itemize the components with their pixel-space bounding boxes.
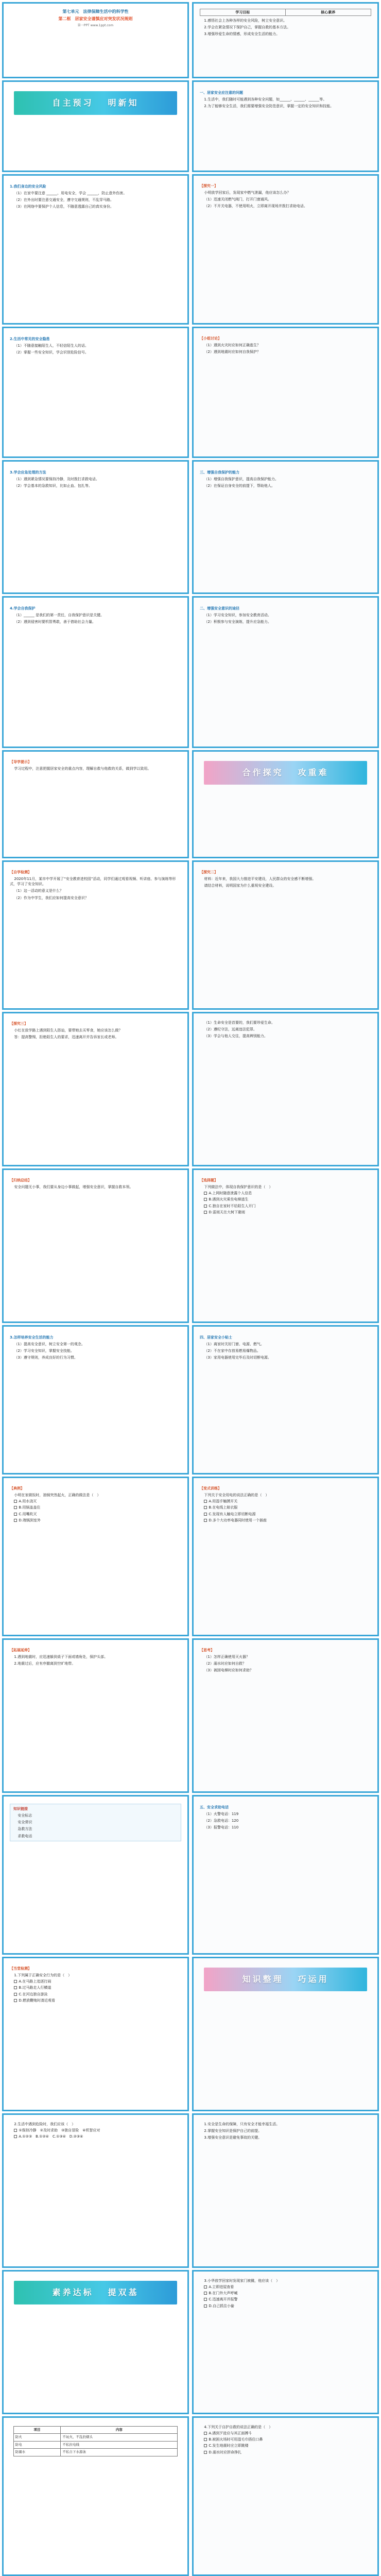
knowledge-box-row: 安全标志 [18, 1814, 32, 1818]
option-text: B.用锅盖盖住 [19, 1505, 41, 1510]
table-cell: 不私自下水游泳 [61, 2449, 178, 2456]
option-text: C.发现有人触电立即切断电源 [209, 1512, 256, 1516]
slide-row [2, 1477, 379, 1636]
section-banner [204, 761, 367, 785]
answer-option[interactable] [200, 2297, 371, 2302]
answer-option[interactable] [10, 2134, 181, 2139]
option-text: A.用湿手触摸开关 [209, 1499, 238, 1504]
paragraph: （1）增强自我保护意识，提高自我保护能力。 [204, 477, 279, 482]
answer-option[interactable] [200, 1210, 371, 1215]
table-row [13, 2441, 178, 2448]
objective-line: 2.学会在紧急情况下保护自己，掌握自救的基本方法。 [204, 25, 291, 30]
option-checkbox[interactable] [14, 1500, 17, 1503]
slide-left [2, 1957, 189, 2111]
paragraph: （3）学会与他人交往，提高辨别能力。 [204, 1034, 268, 1039]
paragraph: （1）遇到紧急情况要保持冷静，及时拨打求救电话。 [14, 477, 99, 482]
option-checkbox[interactable] [204, 2298, 207, 2301]
paragraph: （2）在外出时要注意交通安全，遵守交通规则，不乱穿马路。 [14, 198, 114, 202]
knowledge-box-title: 知识链接 [13, 1807, 28, 1811]
option-text: C.发生地震时应立即跳楼 [209, 2444, 249, 2448]
section-heading: 1.我们身边的安全风险 [10, 184, 46, 189]
option-checkbox[interactable] [204, 2451, 207, 2454]
option-checkbox[interactable] [204, 2292, 207, 2295]
paragraph: 3.增强安全意识是避免事故的关键。 [204, 2136, 262, 2140]
banner-text: 知识整理 [242, 1974, 284, 1985]
option-text: A.①②③ B.①②④ C.①③④ D.②③④ [19, 2134, 83, 2139]
slide-row [2, 1012, 379, 1166]
section-banner [14, 91, 177, 115]
knowledge-box-row: 急救方法 [18, 1827, 32, 1832]
paragraph: 请结合材料，说明国家为什么重视安全建设。 [204, 884, 276, 888]
knowledge-box-row: 安全常识 [18, 1820, 32, 1825]
option-checkbox[interactable] [14, 1513, 17, 1516]
site-label: 第一PPT www.1ppt.com [77, 24, 114, 28]
slide-right [192, 2, 379, 78]
summary-table [13, 2426, 178, 2456]
answer-option[interactable] [200, 1191, 371, 1196]
paragraph: （2）溺水时应如何自救？ [204, 1662, 246, 1666]
slide-right [192, 1325, 379, 1475]
paragraph: 安全问题无小事，我们要从身边小事做起，增强安全意识，掌握自救本领。 [14, 1185, 133, 1190]
option-text: B.在门外大声呼喊 [209, 2291, 238, 2296]
slide-right [192, 327, 379, 458]
slide-left [2, 1477, 189, 1636]
question-text: 1.下列属于正确安全行为的是（ ） [14, 1973, 72, 1978]
section-heading: 3.怎样培养安全生活的能力 [10, 1335, 54, 1340]
objective-line: 3.增强珍爱生命的情感，形成安全生活的能力。 [204, 32, 280, 37]
exercise-tag: 【小组讨论】 [200, 336, 221, 341]
table-header-row [13, 2427, 178, 2434]
slide-right [192, 1477, 379, 1636]
banner-text: 明新知 [108, 98, 139, 108]
option-text: ①保持冷静 ②及时求助 ③独自冒险 ④机智应对 [19, 2128, 100, 2133]
banner-text: 合作探究 [242, 768, 284, 778]
knowledge-box-row: 求救电话 [18, 1834, 32, 1838]
section-heading: 3.学会应急处理的方法 [10, 470, 46, 474]
literacy-col: 核心素养 [321, 10, 336, 14]
paragraph: （1）迅速关闭燃气阀门，打开门窗通风。 [204, 197, 271, 202]
option-text: D.雷雨天在大树下避雨 [209, 1210, 246, 1214]
paragraph: 2.为了能够安全生活，我们需要增强安全防范意识，掌握一定的安全知识和技能。 [204, 104, 334, 109]
slide-grid [2, 2, 379, 2576]
option-text: B.遇到火灾乘坐电梯逃生 [209, 1197, 249, 1202]
slide-row [2, 750, 379, 858]
option-checkbox[interactable] [14, 1993, 17, 1996]
paragraph: 材料：近年来，我国大力推进平安建设，人民群众的安全感不断增强。 [204, 877, 316, 882]
option-text: A.在马路上追逐打闹 [19, 1979, 51, 1984]
slide-left [2, 174, 189, 325]
answer-option[interactable] [200, 2450, 371, 2455]
paragraph: 1.遇到地震时，应迅速躲到桌子下面或墙角处，保护头部。 [14, 1655, 108, 1659]
paragraph: （2）积极参与安全演练，提升应急能力。 [204, 620, 271, 624]
option-checkbox[interactable] [204, 2432, 207, 2435]
option-text: C.用嘴吹灭 [19, 1512, 37, 1516]
answer-option[interactable] [10, 1979, 181, 1984]
paragraph: （1）不随意接触陌生人，不轻信陌生人的话。 [14, 344, 89, 348]
question-text: 2.生活中遇到危险时，我们应该（ ） [14, 2122, 76, 2126]
slide-row [2, 2416, 379, 2576]
answer-option[interactable] [10, 1985, 181, 1990]
slide-right [192, 1957, 379, 2111]
paragraph: （2）急救电话：120 [204, 1819, 239, 1823]
paragraph: （2）不在家中存放易燃易爆物品。 [204, 1349, 261, 1353]
table-cell: 不玩火，不乱扔烟头 [61, 2434, 178, 2441]
option-checkbox[interactable] [204, 1513, 207, 1516]
slide-right [192, 174, 379, 325]
answer-option[interactable] [10, 1499, 181, 1504]
option-checkbox[interactable] [14, 1999, 17, 2002]
paragraph: （3）在网络中要保护个人信息，不随意透露自己的真实身份。 [14, 205, 114, 209]
paragraph: （3）家用电器使用完毕后及时切断电源。 [204, 1355, 271, 1360]
paragraph: 小红在放学路上遇到陌生人搭讪，要带她去买零食，她应该怎么做？ [14, 1028, 123, 1033]
option-checkbox[interactable] [14, 1986, 17, 1989]
slide-left [2, 1168, 189, 1323]
option-checkbox[interactable] [14, 2129, 17, 2132]
option-text: B.在电线上晾衣服 [209, 1505, 238, 1510]
paragraph: （2）学习安全知识，掌握安全技能。 [14, 1349, 74, 1353]
answer-option[interactable] [200, 2443, 371, 2448]
banner-text: 提双基 [108, 2287, 139, 2298]
question-text: 下列关于安全用电的说法正确的是（ ） [204, 1493, 269, 1498]
banner-text: 自主预习 [52, 98, 94, 108]
option-text: B.被困火场时可用湿毛巾捂住口鼻 [209, 2437, 263, 2442]
answer-option[interactable] [200, 2437, 371, 2442]
exercise-tag: 【导学提示】 [10, 760, 31, 764]
option-checkbox[interactable] [204, 2285, 207, 2289]
paragraph: 2020年11月，某市中学开展了“安全教育进校园”活动，同学们通过观看视频、听讲座、参与演练等形式，学习了安全知识。 [10, 877, 176, 887]
option-text: D.燃放鞭炮时凑近观看 [19, 1998, 56, 2003]
objectives-header [200, 9, 371, 16]
slide-right [192, 750, 379, 858]
answer-option[interactable] [200, 1505, 371, 1510]
answer-option[interactable] [200, 1499, 371, 1504]
option-checkbox[interactable] [204, 1211, 207, 1214]
option-text: C.迅速离开并报警 [209, 2297, 238, 2302]
slide-row [2, 460, 379, 594]
slide-left [2, 2270, 189, 2414]
table-header: 项目 [13, 2427, 61, 2434]
paragraph: （1）提高安全意识，树立安全第一的观念。 [14, 1342, 85, 1347]
slide-row [2, 1325, 379, 1475]
option-checkbox[interactable] [204, 2438, 207, 2441]
option-checkbox[interactable] [204, 1192, 207, 1195]
exercise-tag: 【自学检测】 [10, 870, 31, 874]
exercise-tag: 【探究二】 [200, 870, 218, 874]
paragraph: （1）______ 是我们的第一责任，自我保护意识是关键。 [14, 613, 105, 618]
option-checkbox[interactable] [204, 1506, 207, 1509]
paragraph: （3）被困电梯时应如何求助？ [204, 1668, 253, 1673]
exercise-tag: 【探究一】 [200, 184, 218, 188]
slide-right [192, 1795, 379, 1955]
answer-option[interactable] [200, 2431, 371, 2436]
slide-row [2, 860, 379, 1010]
slide-row [2, 174, 379, 325]
objectives-col: 学习目标 [200, 9, 286, 15]
paragraph: （1）这一活动的意义是什么？ [14, 889, 63, 893]
slide-left [2, 1638, 189, 1793]
paragraph: （3）遵守规则，养成良好的行为习惯。 [14, 1355, 78, 1360]
section-heading: 三、增强自我保护的能力 [200, 470, 239, 474]
option-checkbox[interactable] [204, 1500, 207, 1503]
section-banner [204, 1968, 367, 1991]
slide-right [192, 1168, 379, 1323]
exercise-tag: 【变式训练】 [200, 1486, 221, 1490]
exercise-tag: 【拓展延伸】 [10, 1648, 31, 1652]
slide-row [2, 1168, 379, 1323]
paragraph: 答：提高警惕，拒绝陌生人的要求，迅速离开并告诉家长或老师。 [14, 1035, 119, 1040]
section-heading: 2.生活中常见的安全隐患 [10, 337, 50, 341]
slide-row [2, 1795, 379, 1955]
slide-left [2, 460, 189, 594]
question-text: 3.小华放学回家时发现家门被撬，他应该（ ） [204, 2279, 280, 2283]
paragraph: （1）火警电话：119 [204, 1812, 239, 1817]
paragraph: （2）学会基本的急救知识，比如止血、包扎等。 [14, 484, 92, 488]
option-text: B.过马路走人行横道 [19, 1986, 51, 1990]
paragraph: 1.安全是生命的保障，只有安全才能幸福生活。 [204, 2122, 280, 2126]
option-checkbox[interactable] [204, 1198, 207, 1201]
option-checkbox[interactable] [14, 2135, 17, 2138]
paragraph: 小明放学回家后，发现家中燃气泄漏，他应该怎么办？ [204, 191, 291, 195]
paragraph: （2）遇到侵害时要机智勇敢，善于借助社会力量。 [14, 620, 96, 624]
slide-right [192, 1638, 379, 1793]
slide-row [2, 327, 379, 458]
section-heading: 二、增强安全意识的途径 [200, 606, 239, 611]
paragraph: （1）离家时关好门窗、电源、燃气。 [204, 1342, 264, 1347]
question-text: 下列做法中，体现自我保护意识的是（ ） [204, 1185, 273, 1190]
table-cell: 防火 [13, 2434, 61, 2441]
option-text: A.立即进屋查看 [209, 2285, 234, 2290]
answer-option[interactable] [200, 2284, 371, 2290]
slide-left [2, 596, 189, 748]
exercise-tag: 【归纳总结】 [10, 1178, 31, 1182]
slide-left [2, 2113, 189, 2268]
slide-right [192, 1012, 379, 1166]
paragraph: （2）不开关电器，不使用明火，立即离开现场并拨打求助电话。 [204, 204, 307, 209]
exercise-tag: 【典例】 [10, 1486, 24, 1490]
answer-option[interactable] [200, 2291, 371, 2296]
slide-left [2, 1012, 189, 1166]
answer-option[interactable] [200, 1197, 371, 1202]
option-checkbox[interactable] [14, 1980, 17, 1983]
slide-left [2, 1325, 189, 1475]
option-text: A.上网时随意泄露个人信息 [209, 1191, 252, 1196]
option-text: C.在河边独自游泳 [19, 1992, 48, 1996]
slide-left [2, 750, 189, 858]
paragraph: （2）作为中学生，我们应如何提高安全意识？ [14, 895, 89, 900]
paragraph: 2.掌握安全知识是保护自己的前提。 [204, 2129, 262, 2133]
table-row [13, 2434, 178, 2441]
paragraph: 2.地震过后，应有序撤离到空旷地带。 [14, 1662, 76, 1666]
table-cell: 不私拉电线 [61, 2441, 178, 2448]
exercise-tag: 【探究三】 [10, 1022, 28, 1026]
answer-option[interactable] [200, 1512, 371, 1517]
option-checkbox[interactable] [204, 2304, 207, 2308]
exercise-tag: 【思考】 [200, 1648, 214, 1652]
banner-text: 攻重难 [298, 768, 329, 778]
paragraph: 1.生活中，我们随时可能遇到各种安全问题，如______、______、______等。 [204, 97, 327, 102]
paragraph: （1）遇到火灾时应如何正确逃生？ [204, 343, 261, 348]
slide-right [192, 2270, 379, 2414]
unit-title: 第七单元 法律保障生活中的科学性 [62, 9, 129, 14]
answer-option[interactable] [10, 1505, 181, 1510]
table-header: 内容 [61, 2427, 178, 2434]
lesson-title: 第二框 居家安全谨慎应对突发状况规则 [58, 16, 133, 21]
question-text: 小明在家做饭时，油锅突然起火，正确的做法是（ ） [14, 1493, 101, 1498]
section-heading: 4.学会自我保护 [10, 606, 36, 611]
section-heading: 五、安全求助电话 [200, 1805, 229, 1809]
option-text: A.遇到歹徒应与其正面搏斗 [209, 2431, 252, 2436]
option-checkbox[interactable] [204, 1519, 207, 1522]
exercise-tag: 【当堂检测】 [10, 1967, 31, 1971]
section-heading: 四、居家安全小贴士 [200, 1335, 232, 1340]
answer-option[interactable] [10, 1992, 181, 1997]
banner-text: 巧运用 [298, 1974, 329, 1985]
paragraph: （2）掌握一些安全知识，学会识别危险信号。 [14, 350, 89, 355]
option-text: D.端锅到室外 [19, 1518, 41, 1522]
slide-row [2, 596, 379, 748]
option-checkbox[interactable] [14, 1519, 17, 1522]
option-checkbox[interactable] [204, 2444, 207, 2447]
answer-option[interactable] [10, 2128, 181, 2133]
paragraph: 学习过程中，注意把握居家安全的重点内容，理解自救与他救的关系，做到学以致用。 [14, 767, 151, 771]
paragraph: （1）学习安全知识，参加安全教育活动。 [204, 613, 271, 618]
answer-option[interactable] [10, 1512, 181, 1517]
question-text: 4.下列关于自护自救的说法正确的是（ ） [204, 2425, 273, 2429]
exercise-tag: 【选择题】 [200, 1178, 218, 1182]
table-cell: 防电 [13, 2441, 61, 2448]
option-text: D.自己抓住小偷 [209, 2303, 235, 2308]
slide-right [192, 80, 379, 172]
banner-text: 素养达标 [52, 2287, 94, 2298]
option-text: D.溺水时应拼命挣扎 [209, 2450, 242, 2454]
slide-left [2, 1795, 189, 1955]
slide-left [2, 80, 189, 172]
option-checkbox[interactable] [14, 1506, 17, 1509]
section-heading: 一、居家安全应注意的问题 [200, 91, 243, 95]
section-banner [14, 2281, 177, 2304]
option-text: A.用水浇灭 [19, 1499, 37, 1504]
answer-option[interactable] [200, 2303, 371, 2309]
slide-right [192, 2416, 379, 2576]
slide-right [192, 860, 379, 1010]
answer-option[interactable] [10, 1998, 181, 2003]
option-text: D.多个大功率电器同时使用一个插座 [209, 1518, 267, 1522]
slide-left [2, 2416, 189, 2576]
paragraph: （1）怎样正确使用灭火器？ [204, 1655, 250, 1659]
option-text: C.独自在家时不给陌生人开门 [209, 1204, 256, 1208]
paragraph: （3）报警电话：110 [204, 1825, 239, 1830]
objective-line: 1.感悟社会上各种各样的安全风险，树立安全意识。 [204, 19, 287, 23]
slide-row [2, 1638, 379, 1793]
table-cell: 防溺水 [13, 2449, 61, 2456]
slide-row [2, 2113, 379, 2268]
answer-option[interactable] [10, 1518, 181, 1523]
slide-right [192, 596, 379, 748]
answer-option[interactable] [200, 1204, 371, 1209]
option-checkbox[interactable] [204, 1205, 207, 1208]
paragraph: （1）在家中要注意 ______、用电安全，学会 ______，防止意外伤害。 [14, 191, 127, 196]
paragraph: （2）遇到地震时应如何自我保护？ [204, 350, 261, 354]
slide-row [2, 80, 379, 172]
slide-left [2, 327, 189, 458]
paragraph: （2）遵纪守法，远离违法犯罪。 [204, 1027, 257, 1032]
answer-option[interactable] [200, 1518, 371, 1523]
slide-left [2, 860, 189, 1010]
slide-right [192, 460, 379, 594]
slide-row [2, 2270, 379, 2414]
slide-right [192, 2113, 379, 2268]
slide-row [2, 1957, 379, 2111]
paragraph: （2）在保证自身安全的前提下，帮助他人。 [204, 484, 275, 488]
knowledge-box [10, 1804, 181, 1841]
slide-row [2, 2, 379, 78]
paragraph: （1）生命安全是首要的，我们要珍爱生命。 [204, 1021, 275, 1025]
table-row [13, 2449, 178, 2456]
slide-left [2, 2, 189, 78]
